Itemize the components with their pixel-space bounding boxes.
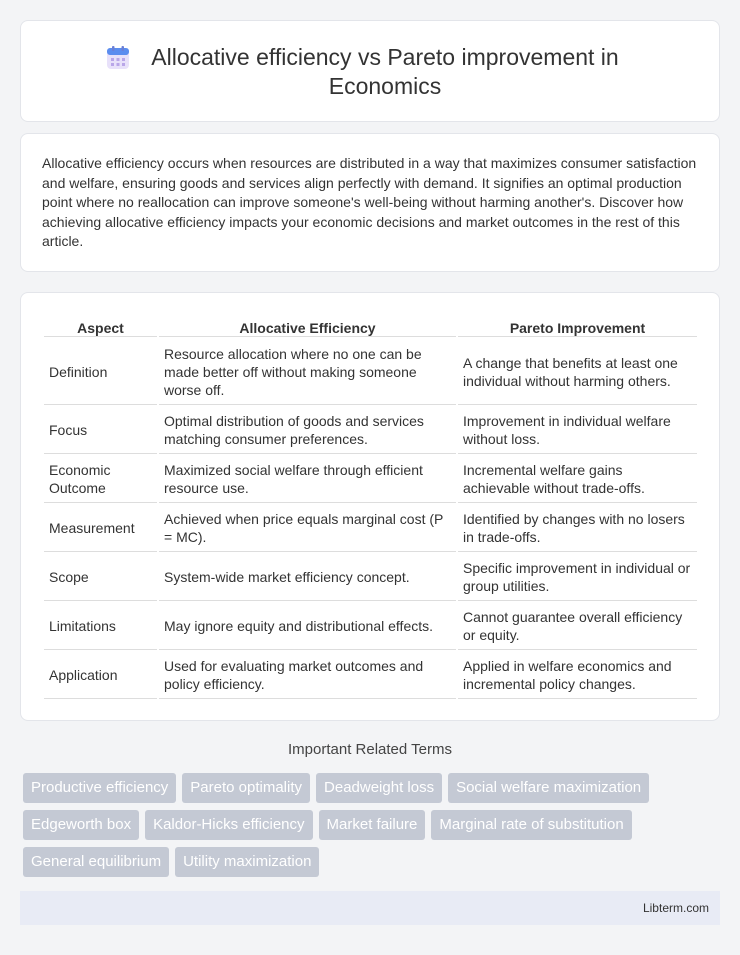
allocative-cell: May ignore equity and distributional effects. [159, 603, 456, 650]
allocative-cell: Used for evaluating market outcomes and policy efficiency. [159, 652, 456, 699]
footer [20, 891, 720, 925]
table-row [44, 652, 697, 699]
pareto-cell: Applied in welfare economics and incremental policy changes. [458, 652, 697, 699]
related-term-tag[interactable]: Deadweight loss [316, 773, 442, 803]
comparison-card [20, 292, 720, 721]
table-row [44, 407, 697, 454]
pareto-cell: Incremental welfare gains achievable without trade-offs. [458, 456, 697, 503]
related-terms-heading: Important Related Terms [288, 741, 452, 758]
related-term-tag[interactable]: General equilibrium [23, 847, 169, 877]
table-header-row [44, 317, 697, 337]
aspect-cell: Definition [44, 339, 157, 405]
related-term-tag[interactable]: Pareto optimality [182, 773, 310, 803]
related-term-tag[interactable]: Kaldor-Hicks efficiency [145, 810, 312, 840]
allocative-cell: Achieved when price equals marginal cost (P = MC). [159, 505, 456, 552]
pareto-cell: Cannot guarantee overall efficiency or equity. [458, 603, 697, 650]
related-term-tag[interactable]: Utility maximization [175, 847, 319, 877]
allocative-cell: Optimal distribution of goods and services matching consumer preferences. [159, 407, 456, 454]
related-term-tag[interactable]: Edgeworth box [23, 810, 139, 840]
related-terms-list [23, 773, 713, 877]
table-row [44, 554, 697, 601]
allocative-cell: Maximized social welfare through efficient resource use. [159, 456, 456, 503]
page-title: Allocative efficiency vs Pareto improvement in Economics [151, 44, 619, 99]
aspect-cell: Scope [44, 554, 157, 601]
footer-site-link[interactable]: Libterm.com [642, 901, 709, 915]
pareto-cell: Identified by changes with no losers in trade-offs. [458, 505, 697, 552]
header-aspect: Aspect [44, 317, 157, 337]
pareto-cell: A change that benefits at least one individual without harming others. [458, 339, 697, 405]
aspect-cell: Economic Outcome [44, 456, 157, 503]
table-row [44, 505, 697, 552]
header-allocative-efficiency: Allocative Efficiency [159, 317, 456, 337]
related-term-tag[interactable]: Social welfare maximization [448, 773, 649, 803]
intro-paragraph: Allocative efficiency occurs when resources are distributed in a way that maximizes consumer satisfaction and welfare, ensuring goods and services align perfectly with demand. It signifies an optimal production point where no reallocation can improve someone's well-being without harming another's. Discover how achieving allocative efficiency impacts your economic decisions and market outcomes in the rest of this article. [42, 155, 697, 250]
allocative-cell: System-wide market efficiency concept. [159, 554, 456, 601]
related-term-tag[interactable]: Productive efficiency [23, 773, 176, 803]
table-row [44, 456, 697, 503]
title-card [20, 20, 720, 122]
header-pareto-improvement: Pareto Improvement [458, 317, 697, 337]
table-row [44, 339, 697, 405]
aspect-cell: Application [44, 652, 157, 699]
pareto-cell: Specific improvement in individual or group utilities. [458, 554, 697, 601]
pareto-cell: Improvement in individual welfare without loss. [458, 407, 697, 454]
intro-card [20, 133, 720, 272]
allocative-cell: Resource allocation where no one can be made better off without making someone worse off. [159, 339, 456, 405]
aspect-cell: Limitations [44, 603, 157, 650]
table-row [44, 603, 697, 650]
aspect-cell: Measurement [44, 505, 157, 552]
comparison-table [42, 315, 699, 701]
related-term-tag[interactable]: Marginal rate of substitution [431, 810, 631, 840]
aspect-cell: Focus [44, 407, 157, 454]
related-term-tag[interactable]: Market failure [319, 810, 426, 840]
